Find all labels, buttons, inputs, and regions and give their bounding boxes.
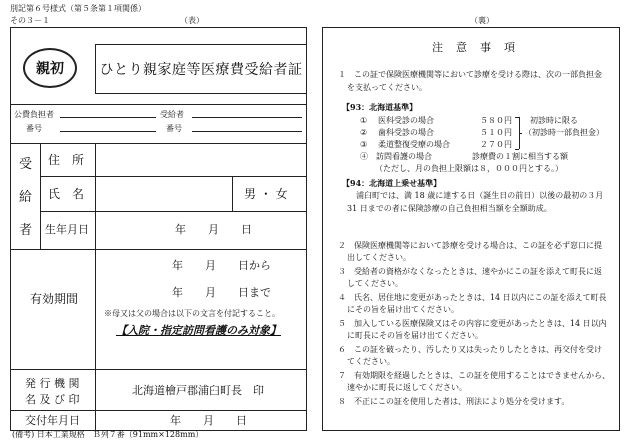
payer-label-2: 番号	[26, 124, 42, 133]
section-kyu: 給	[19, 190, 33, 205]
divider	[10, 369, 307, 370]
section-ju: 受	[19, 157, 33, 172]
mother-note: ※母又は父の場合は以下の文言を付記すること。	[104, 309, 280, 318]
footnote: (備考) 日本工業規格 Ｂ列７番（91mm×128mm）	[12, 430, 204, 439]
row-label: 柔道整復受療の場合	[378, 140, 450, 149]
notice-item-cont: 出してください。	[347, 253, 411, 262]
address-label: 住 所	[48, 153, 85, 167]
sub-number: その３－１	[10, 16, 50, 25]
card-title-text: ひとり親家庭等医療費受給者証	[99, 62, 303, 78]
bracket	[519, 133, 522, 134]
payer-number-field	[60, 117, 156, 118]
first-visit-note-2: （初診時一部負担金）	[524, 128, 604, 137]
dob-value: 年 月 日	[175, 223, 252, 236]
gender-options: 男 ・ 女	[244, 187, 288, 201]
notice-item-cont: に町長にその旨を届け出てください。	[347, 331, 483, 340]
notice-item: ４ 氏名、居住地に変更があったときは、14 日以内にこの証を添えて町長	[338, 293, 607, 302]
divider	[10, 104, 307, 105]
badge	[23, 48, 77, 88]
recipient-number-field	[192, 117, 302, 118]
divider	[40, 143, 41, 249]
notice-item-cont: 速やかに町長に返してください。	[347, 383, 467, 392]
bracket	[515, 149, 519, 150]
row-label: 歯科受診の場合	[378, 128, 434, 137]
row-amount: ５１０円	[480, 128, 512, 137]
dob-label: 生年月日	[45, 223, 89, 236]
validity-label: 有効期間	[30, 292, 79, 306]
row-no: ③	[360, 140, 368, 149]
recipient-label: 受給者	[160, 110, 184, 119]
front-label: （表）	[180, 16, 204, 25]
recipient-number-field-2	[192, 131, 302, 132]
divider	[95, 369, 96, 411]
issuer-label-2: 名 及 び 印	[25, 393, 80, 406]
payer-number-field-2	[60, 131, 156, 132]
recipient-label-2: 番号	[166, 124, 182, 133]
issuer-value: 北海道檜戸郡浦臼町長 印	[132, 384, 264, 397]
row-4: ④ 訪問看護の場合 診療費の１割に相当する額	[360, 152, 568, 161]
notice-item-cont: にその旨を届け出てください。	[347, 305, 459, 314]
issue-date-label: 交付年月日	[25, 414, 80, 427]
first-visit-note: 初診時に限る	[530, 116, 578, 125]
row-4-sub: （ただし、月の負担上限額は８，０００円とする。）	[375, 164, 563, 173]
notice-item-cont: てください。	[347, 357, 395, 366]
name-label: 氏 名	[48, 187, 85, 201]
row-amount: ５８０円	[480, 116, 512, 125]
section-sha: 者	[19, 223, 33, 238]
issue-date-value: 年 月 日	[170, 414, 247, 427]
notice-title: 注 意 事 項	[432, 41, 516, 54]
divider	[10, 143, 307, 144]
divider	[95, 143, 96, 249]
row-no: ①	[360, 116, 368, 125]
standard-93: 【93：北海道基準】	[342, 102, 418, 112]
standard-94-text: 浦臼町では、満 18 歳に達する日（誕生日の前日）以後の最初の３月	[356, 191, 604, 200]
notice-item: ８ 不正にこの証を使用した者は、刑法により処分を受けます。	[338, 397, 570, 406]
divider	[95, 249, 96, 369]
validity-from: 年 月 日から	[172, 259, 271, 272]
notice-item: ２ 保険医療機関等において診療を受ける場合は、この証を必ず窓口に提	[338, 241, 602, 250]
notice-item: ７ 有効期限を経過したときは、この証を使用することはできませんから、	[338, 371, 610, 380]
standard-94-text-2: 31 日までの者に保険診療の自己負担相当額を全額助成。	[347, 204, 552, 213]
validity-to: 年 月 日まで	[172, 286, 271, 299]
divider	[40, 176, 307, 177]
notice-item-1: １ この証で保険医療機関等において診療を受ける際は、次の一部負担金	[338, 70, 602, 79]
bracket	[515, 117, 519, 118]
bracket-note: 【入院・指定訪問看護のみ対象】	[116, 324, 281, 337]
notice-item: ５ 加入している医療保険又はその内容に変更があったときは、14 日以内	[338, 319, 607, 328]
back-label: （裏）	[470, 16, 494, 25]
notice-item: ６ この証を破ったり、汚したり又は失ったりしたときは、再交付を受け	[338, 345, 602, 354]
divider	[40, 211, 307, 212]
card-title	[95, 44, 307, 94]
notice-item-1-cont: を支払ってください。	[347, 83, 427, 92]
row-label: 医科受診の場合	[378, 116, 434, 125]
row-amount: ２７０円	[480, 140, 512, 149]
divider	[95, 411, 96, 431]
badge-text: 親初	[36, 61, 64, 77]
form-number: 別記第６号様式（第５条第１項関係）	[10, 4, 146, 13]
notice-item: ３ 受給者の資格がなくなったときは、速やかにこの証を添えて町長に返	[338, 267, 602, 276]
issuer-label: 発 行 機 関	[25, 377, 80, 390]
notice-item-cont: してください。	[347, 279, 403, 288]
payer-label: 公費負担者	[14, 110, 54, 119]
row-no: ②	[360, 128, 368, 137]
divider	[232, 176, 233, 211]
divider	[10, 249, 307, 250]
standard-94: 【94：北海道上乗せ基準】	[342, 178, 442, 188]
